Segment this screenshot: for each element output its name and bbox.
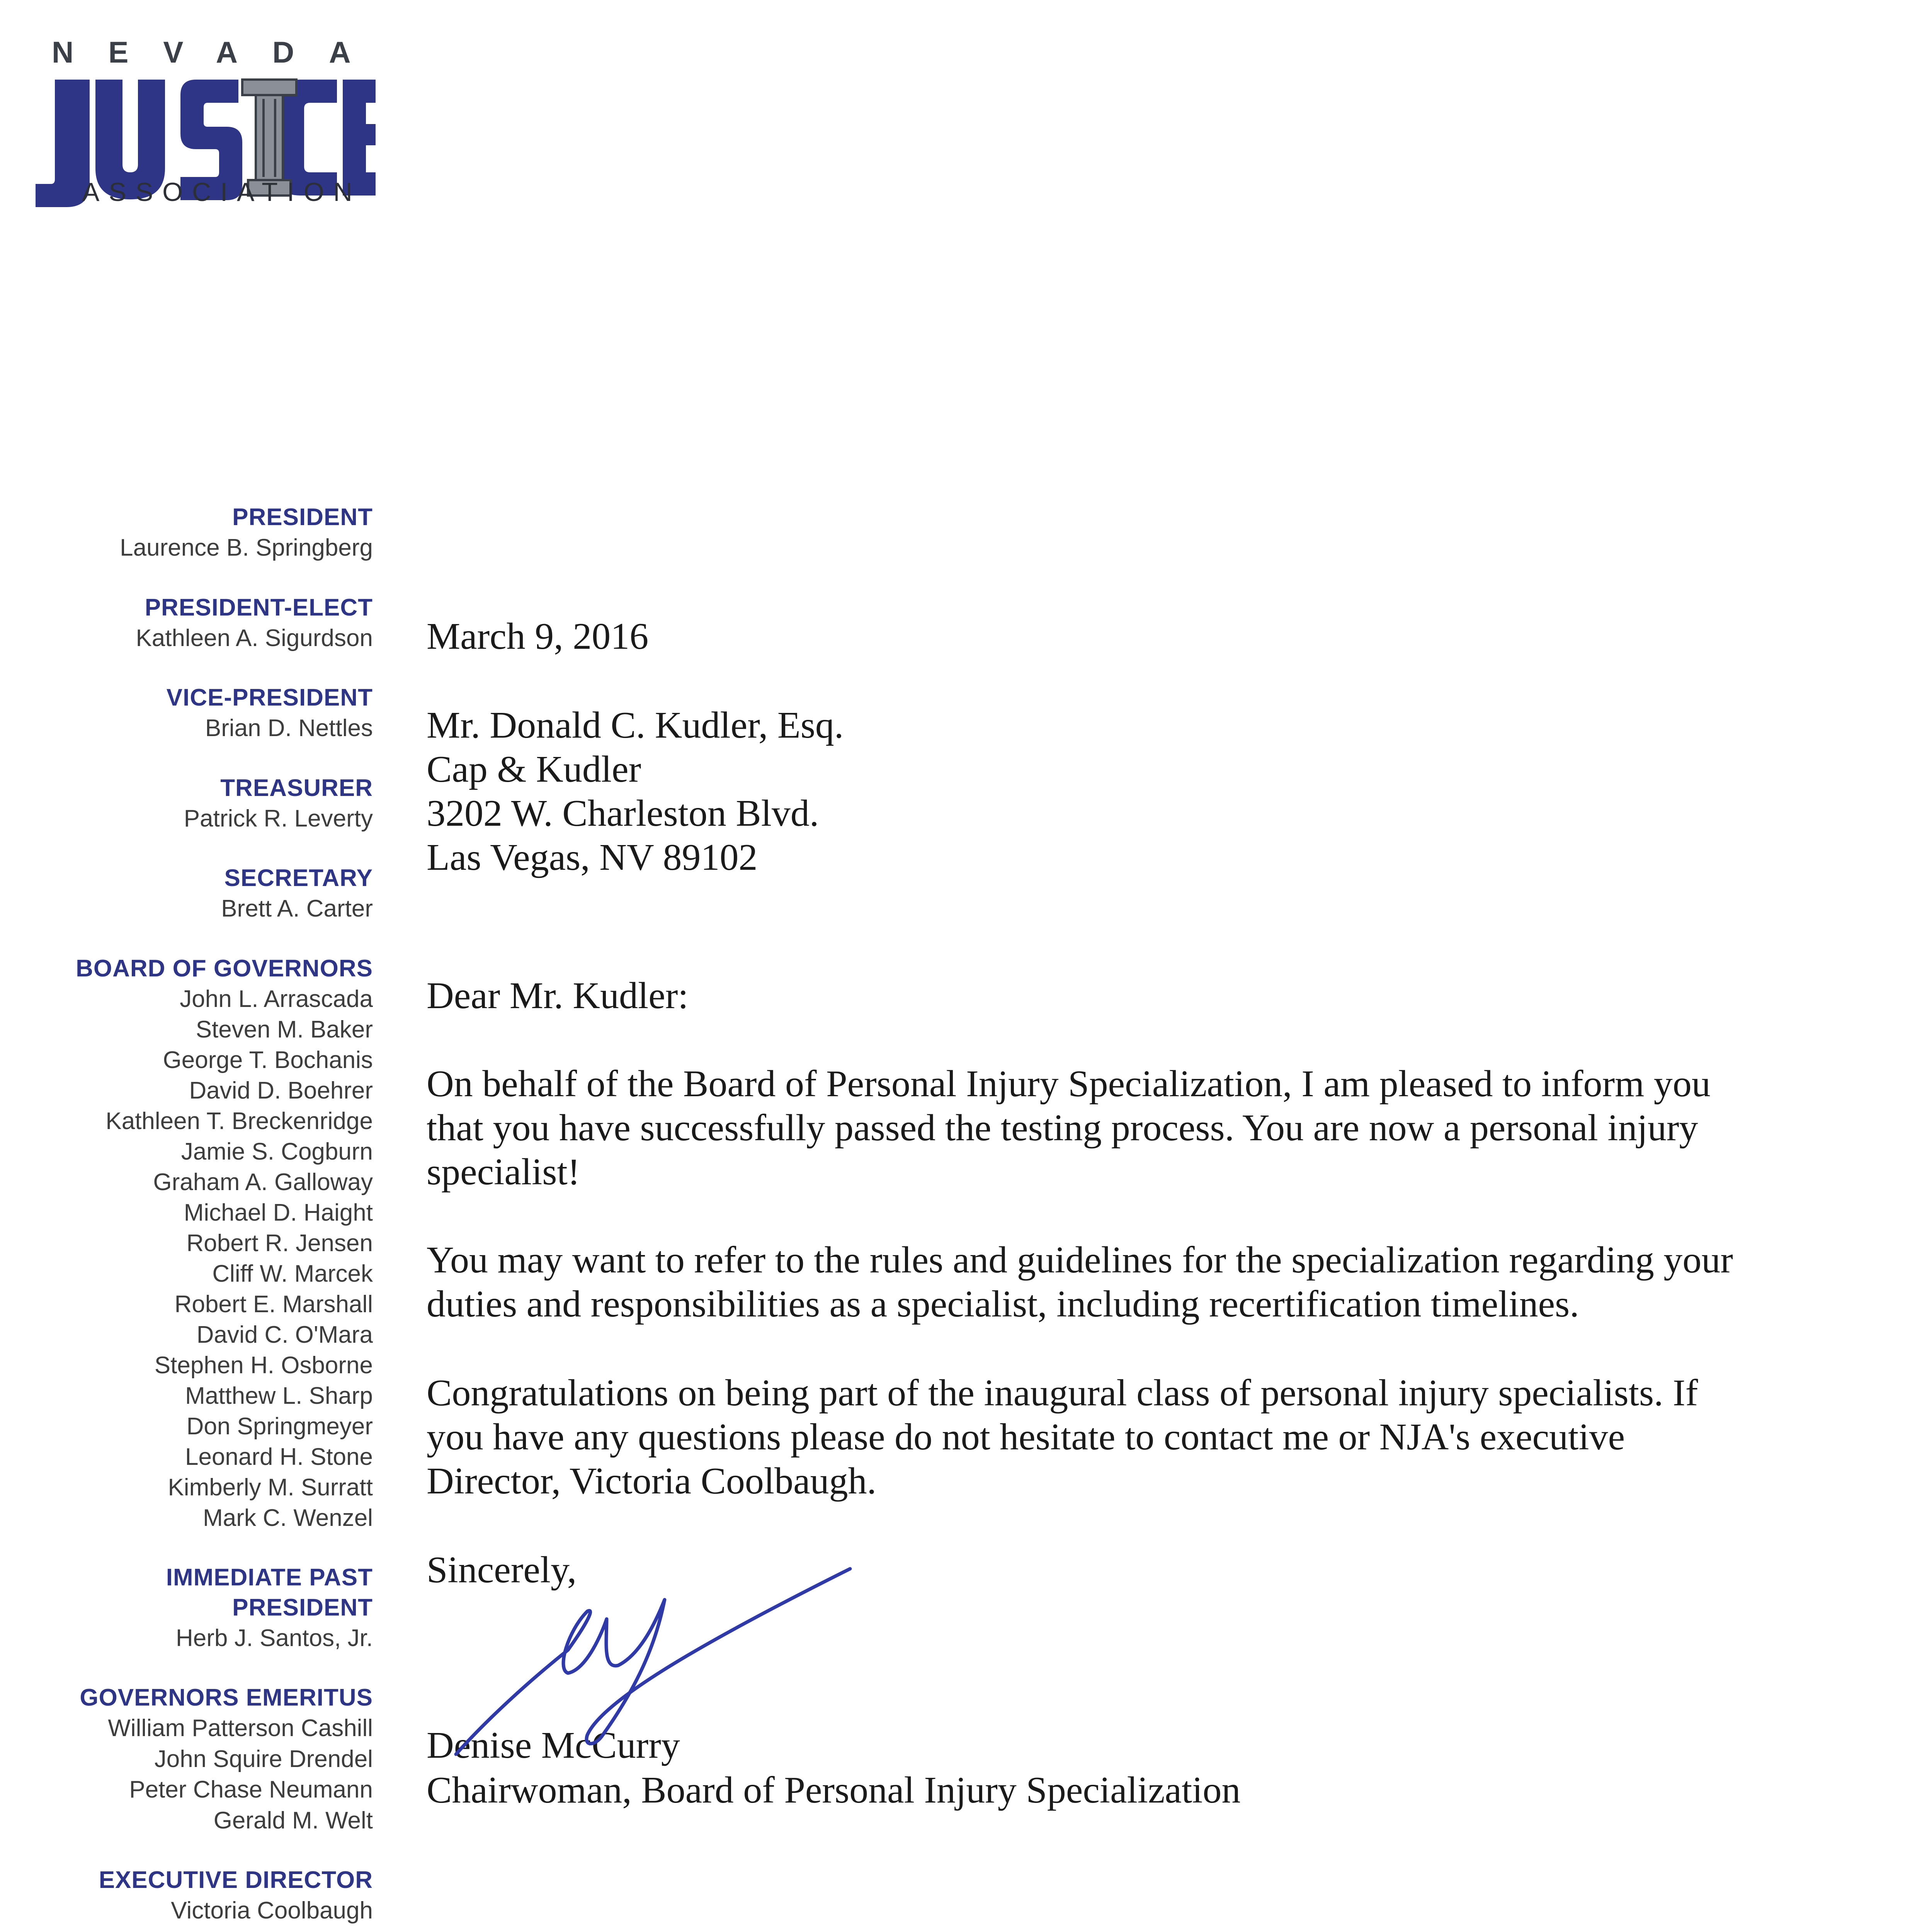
officer-group-vice-president <box>23 683 373 744</box>
officer-name: Don Springmeyer <box>186 1413 373 1440</box>
officer-name: David C. O'Mara <box>196 1321 373 1348</box>
officer-group-secretary <box>23 863 373 924</box>
officer-name: David D. Boehrer <box>189 1077 373 1104</box>
officer-group-immediate-past-president <box>23 1563 373 1654</box>
salutation: Dear Mr. Kudler: <box>427 975 689 1017</box>
officer-group-board-of-governors <box>23 954 373 1533</box>
recipient-line: Mr. Donald C. Kudler, Esq. <box>427 704 844 746</box>
officer-name: Mark C. Wenzel <box>203 1504 373 1531</box>
officer-name: Brett A. Carter <box>221 895 373 922</box>
officer-title: GOVERNORS EMERITUS <box>80 1684 373 1711</box>
officer-name: Matthew L. Sharp <box>185 1382 373 1409</box>
officer-name: Kathleen T. Breckenridge <box>105 1107 373 1134</box>
logo-bottom-text: ASSOCIATION <box>82 177 362 207</box>
signer-name: Denise McCurry <box>427 1725 680 1766</box>
officer-group-president-elect <box>23 593 373 654</box>
officer-title: VICE-PRESIDENT <box>166 684 373 711</box>
nevada-justice-association-logo <box>28 35 386 220</box>
officer-title: IMMEDIATE PAST PRESIDENT <box>166 1564 373 1621</box>
officer-name: Brian D. Nettles <box>205 715 373 742</box>
signer-title: Chairwoman, Board of Personal Injury Specialization <box>427 1769 1241 1811</box>
body-paragraph: You may want to refer to the rules and guidelines for the specialization regarding your duties and responsibilities as a specialist, including recertification timelines. <box>427 1239 1733 1325</box>
officer-name: Michael D. Haight <box>184 1199 373 1226</box>
officer-name: George T. Bochanis <box>163 1046 373 1073</box>
officer-name: Robert E. Marshall <box>174 1291 373 1318</box>
officer-name: Robert R. Jensen <box>186 1230 373 1257</box>
officer-group-governors-emeritus <box>23 1683 373 1836</box>
body-paragraph: On behalf of the Board of Personal Injury Specialization, I am pleased to inform you that you have successfully passed the testing process. You are now a personal injury specialist! <box>427 1063 1711 1193</box>
officer-name: Cliff W. Marcek <box>212 1260 373 1287</box>
officer-title: TREASURER <box>220 774 373 801</box>
officer-group-treasurer <box>23 773 373 834</box>
officer-name: Herb J. Santos, Jr. <box>176 1624 373 1651</box>
officer-name: Gerald M. Welt <box>213 1807 373 1834</box>
officer-name: Kimberly M. Surratt <box>168 1474 373 1501</box>
officer-name: Kathleen A. Sigurdson <box>136 624 373 651</box>
body-paragraph: Congratulations on being part of the inaugural class of personal injury specialists. If you have any questions please do not hesitate to contact me or NJA's executive Director, Victoria Coolbaugh. <box>427 1372 1698 1502</box>
officer-title: SECRETARY <box>224 865 373 891</box>
recipient-line: Cap & Kudler <box>427 748 641 790</box>
officer-title: EXECUTIVE DIRECTOR <box>99 1867 373 1893</box>
officer-group-president <box>23 502 373 563</box>
recipient-line: 3202 W. Charleston Blvd. <box>427 793 819 834</box>
officer-name: Stephen H. Osborne <box>154 1352 373 1379</box>
logo-top-text: NEVADA <box>52 35 386 69</box>
officer-title: PRESIDENT-ELECT <box>145 594 373 621</box>
officer-name: Steven M. Baker <box>196 1016 373 1043</box>
closing: Sincerely, <box>427 1549 577 1591</box>
officer-title: PRESIDENT <box>232 504 373 531</box>
officer-title: BOARD OF GOVERNORS <box>76 955 373 982</box>
recipient-address <box>427 703 844 879</box>
officer-name: John Squire Drendel <box>154 1745 373 1772</box>
officer-name: Victoria Coolbaugh <box>171 1897 373 1924</box>
officers-sidebar <box>23 502 373 1932</box>
letter-date: March 9, 2016 <box>427 616 649 657</box>
handwritten-signature <box>440 1553 904 1770</box>
officer-name: Patrick R. Leverty <box>184 805 373 832</box>
officer-name: Graham A. Galloway <box>153 1168 373 1196</box>
officer-name: Jamie S. Cogburn <box>181 1138 373 1165</box>
officer-name: John L. Arrascada <box>180 985 373 1012</box>
recipient-line: Las Vegas, NV 89102 <box>427 837 758 878</box>
officer-name: Peter Chase Neumann <box>129 1776 373 1803</box>
officer-group-executive-director <box>23 1865 373 1926</box>
officer-name: Laurence B. Springberg <box>120 534 373 561</box>
officer-name: Leonard H. Stone <box>185 1443 373 1470</box>
officer-name: William Patterson Cashill <box>108 1715 373 1742</box>
